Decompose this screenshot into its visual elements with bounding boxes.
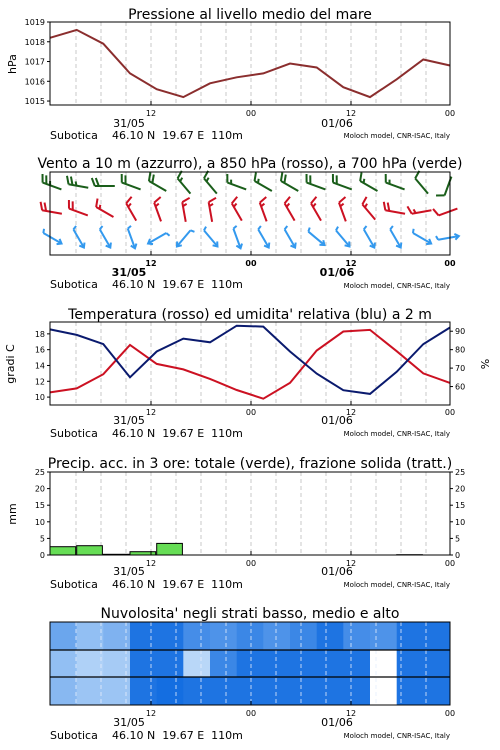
cloud-cell: [183, 622, 210, 650]
barb-half-feather: [230, 180, 233, 184]
barb-feather: [382, 202, 386, 210]
precip-y-ticks: [35, 468, 50, 560]
barb-staff: [128, 229, 135, 248]
barb-staff: [178, 230, 191, 245]
y-tick-label: 15: [34, 501, 45, 511]
wind-barb: [94, 199, 118, 217]
rh-ylabel: %: [479, 358, 492, 370]
y-tick-label: 25: [34, 468, 45, 477]
pressure-grid: [76, 22, 426, 105]
wind-barb: [66, 200, 90, 215]
temp-rh-coords: 46.10 N 19.67 E 110m: [112, 427, 243, 440]
y-tick-label: 10: [34, 393, 45, 403]
barb-staff: [149, 233, 166, 243]
x-tick-label: 00: [245, 408, 257, 417]
barb-feather: [92, 178, 95, 186]
pressure-y-ticks: [25, 18, 50, 106]
barb-half-feather: [127, 226, 131, 229]
x-tick-label: 00: [444, 109, 456, 118]
y-tick-label: 80: [455, 345, 466, 355]
y-tick-label: 0: [39, 551, 45, 560]
cloud-cell: [50, 677, 77, 705]
barb-feather: [383, 174, 389, 183]
wind-barb: [252, 173, 276, 191]
barb-half-feather: [203, 227, 207, 231]
y-tick-label: 18: [34, 329, 45, 339]
temperature-line: [50, 330, 450, 399]
wind-barb: [382, 202, 406, 214]
wind-barb: [360, 226, 377, 249]
y-tick-label: 60: [455, 382, 466, 392]
wind-barb: [39, 202, 63, 214]
wind-barb: [278, 173, 302, 191]
x-tick-label: 12: [145, 408, 157, 417]
wind-barb: [433, 201, 457, 216]
wind-panel: [37, 156, 462, 291]
barb-feather: [39, 202, 43, 210]
clouds-panel: [50, 606, 455, 742]
y-tick-label: 1017: [24, 57, 45, 67]
cloud-cell: [77, 677, 104, 705]
y-tick-label: 20: [34, 484, 45, 494]
barb-staff: [258, 229, 268, 246]
pressure-ylabel: hPa: [6, 54, 19, 74]
clouds-date-1: 31/05: [113, 716, 145, 729]
barb-feather: [304, 174, 310, 183]
temp-y-ticks: [35, 330, 50, 402]
y-tick-label: 5: [455, 534, 461, 544]
x-tick-label: 00: [444, 408, 456, 417]
cloud-cell: [423, 677, 450, 705]
wind-barb: [225, 174, 249, 189]
barb-half-feather: [362, 179, 365, 183]
cloud-cell: [50, 650, 77, 678]
barb-staff: [204, 230, 217, 245]
barb-staff: [439, 209, 458, 216]
cloud-cell: [237, 677, 264, 705]
barb-staff: [233, 229, 240, 248]
pressure-credit: Moloch model, CNR-ISAC, Italy: [343, 132, 450, 140]
wind-barb: [92, 178, 115, 186]
y-tick-label: 14: [34, 361, 45, 371]
wind-barbs: [39, 171, 459, 249]
wind-x-ticks: [145, 251, 456, 268]
barb-half-feather: [389, 226, 393, 229]
y-tick-label: 1018: [24, 37, 45, 47]
x-tick-label: 00: [444, 709, 456, 718]
wind-credit: Moloch model, CNR-ISAC, Italy: [343, 282, 450, 290]
wind-barb: [358, 173, 382, 191]
temp-rh-title: Temperatura (rosso) ed umidita' relativa (blu) a 2 m: [68, 307, 432, 323]
barb-half-feather: [166, 232, 169, 236]
precip-frame: [50, 472, 450, 555]
wind-barb: [70, 226, 87, 249]
cloud-cell: [290, 622, 317, 650]
cloud-cell: [343, 650, 370, 678]
barb-half-feather: [335, 227, 339, 231]
barb-half-feather: [190, 229, 194, 233]
cloud-cell: [423, 650, 450, 678]
barb-half-feather: [284, 226, 288, 229]
cloud-cell: [370, 650, 397, 678]
barb-staff: [285, 229, 295, 246]
x-tick-label: 12: [145, 109, 157, 118]
pressure-frame: [50, 22, 450, 105]
y-tick-label: 10: [455, 517, 466, 527]
barb-feather: [330, 174, 336, 183]
wind-barb: [230, 226, 244, 250]
wind-barb: [66, 176, 90, 188]
barb-staff: [73, 229, 83, 246]
wind-barb: [436, 232, 459, 243]
precip-title: Precip. acc. in 3 ore: totale (verde), frazione solida (tratt.): [47, 456, 453, 472]
wind-barb: [40, 174, 64, 189]
clouds-credit: Moloch model, CNR-ISAC, Italy: [343, 732, 450, 740]
barb-feather: [40, 174, 46, 183]
barb-feather: [283, 197, 291, 204]
cloud-cells: [50, 622, 451, 706]
barb-feather: [153, 197, 162, 203]
precip-date-2: 01/06: [321, 565, 353, 578]
pressure-location: Subotica: [50, 129, 98, 142]
cloud-cell: [370, 622, 397, 650]
cloud-cell: [130, 622, 157, 650]
x-tick-label: 12: [145, 259, 157, 268]
barb-feather: [338, 197, 347, 203]
cloud-cell: [210, 677, 237, 705]
temp-rh-credit: Moloch model, CNR-ISAC, Italy: [343, 430, 450, 438]
barb-staff: [390, 229, 400, 246]
wind-barb: [125, 197, 143, 221]
cloud-cell: [210, 622, 237, 650]
barb-feather: [119, 174, 125, 183]
wind-barb: [153, 197, 168, 221]
x-tick-label: 00: [444, 559, 456, 568]
wind-date-2: 01/06: [319, 266, 355, 279]
wind-barb: [182, 198, 194, 222]
wind-barb: [387, 226, 404, 249]
wind-barb: [281, 226, 298, 249]
cloud-cell: [130, 677, 157, 705]
precip-bar: [77, 546, 103, 555]
temp-rh-date-1: 31/05: [113, 414, 145, 427]
precip-panel: [6, 456, 465, 591]
x-tick-label: 12: [345, 709, 357, 718]
barb-feather: [433, 208, 439, 217]
pressure-line: [50, 30, 450, 97]
barb-staff: [308, 232, 323, 245]
cloud-cell: [263, 677, 290, 705]
cloud-cell: [157, 622, 184, 650]
precip-x-ticks: [146, 551, 455, 568]
cloud-cell: [317, 677, 344, 705]
barb-half-feather: [307, 228, 311, 232]
x-tick-label: 00: [245, 709, 257, 718]
x-tick-label: 00: [245, 559, 257, 568]
precip-grid: [76, 472, 426, 555]
barb-feather: [182, 198, 190, 202]
clouds-date-2: 01/06: [321, 716, 353, 729]
cloud-cell: [157, 650, 184, 678]
temp-rh-location: Subotica: [50, 427, 98, 440]
x-tick-label: 00: [444, 259, 456, 268]
clouds-location: Subotica: [50, 729, 98, 742]
cloud-cell: [423, 622, 450, 650]
barb-feather: [407, 206, 411, 214]
pressure-x-ticks: [146, 101, 455, 118]
wind-barb: [119, 174, 143, 189]
y-tick-label: 10: [34, 517, 45, 527]
precip-location: Subotica: [50, 578, 98, 591]
wind-barb: [147, 230, 170, 247]
rh-y-ticks: [450, 327, 465, 391]
precip-credit: Moloch model, CNR-ISAC, Italy: [343, 581, 450, 589]
cloud-cell: [290, 677, 317, 705]
temp-ylabel: gradi C: [4, 344, 17, 384]
x-tick-label: 12: [345, 559, 357, 568]
wind-barb: [333, 227, 353, 249]
temp-rh-date-2: 01/06: [321, 414, 353, 427]
wind-barb: [208, 198, 220, 222]
wind-date-1: 31/05: [111, 266, 147, 279]
barb-staff: [336, 230, 349, 245]
y-tick-label: 0: [455, 551, 461, 560]
precip-bar: [50, 547, 76, 555]
wind-barb: [259, 197, 274, 221]
x-tick-label: 12: [345, 259, 357, 268]
clouds-coords: 46.10 N 19.67 E 110m: [112, 729, 243, 742]
wind-barb: [41, 229, 64, 246]
x-tick-label: 12: [345, 408, 357, 417]
cloud-cell: [317, 622, 344, 650]
pressure-title: Pressione al livello medio del mare: [128, 7, 372, 23]
temp-rh-x-ticks: [146, 401, 455, 417]
wind-barb: [201, 227, 221, 249]
barb-half-feather: [42, 229, 45, 233]
cloud-cell: [130, 650, 157, 678]
barb-half-feather: [363, 226, 367, 229]
x-tick-label: 12: [145, 559, 157, 568]
precip-coords: 46.10 N 19.67 E 110m: [112, 578, 243, 591]
barb-feather: [310, 197, 318, 204]
y-tick-label: 5: [39, 534, 45, 544]
barb-half-feather: [257, 226, 261, 229]
barb-feather: [225, 174, 231, 183]
y-tick-label: 1016: [24, 77, 45, 87]
y-tick-label: 15: [455, 501, 466, 511]
barb-staff: [364, 229, 374, 246]
wind-location: Subotica: [50, 278, 98, 291]
barb-staff: [413, 233, 430, 243]
precip-date-1: 31/05: [113, 565, 145, 578]
pressure-panel: [6, 7, 455, 142]
temp-rh-frame: [50, 322, 450, 405]
temp-rh-grid: [76, 322, 426, 405]
humidity-line: [50, 326, 450, 394]
x-tick-label: 12: [145, 709, 157, 718]
barb-feather: [230, 197, 238, 204]
precip-ylabel: mm: [6, 503, 19, 525]
wind-barb: [175, 227, 195, 249]
x-tick-label: 00: [245, 259, 257, 268]
barb-half-feather: [257, 179, 260, 183]
wind-barb: [310, 197, 328, 221]
wind-barb: [176, 171, 197, 194]
y-tick-label: 1019: [24, 18, 45, 27]
barb-staff: [43, 233, 60, 243]
barb-half-feather: [436, 236, 438, 240]
y-tick-label: 1015: [24, 97, 45, 107]
y-tick-label: 20: [455, 484, 466, 494]
cloud-cell: [263, 622, 290, 650]
barb-feather: [259, 197, 268, 203]
wind-barb: [360, 197, 381, 220]
pressure-date-2: 01/06: [321, 117, 353, 130]
barb-feather: [360, 197, 368, 204]
x-tick-label: 12: [345, 109, 357, 118]
cloud-cell: [237, 650, 264, 678]
precip-y-ticks-right: [450, 468, 465, 560]
y-tick-label: 16: [34, 345, 45, 355]
barb-feather: [208, 198, 216, 202]
y-tick-label: 25: [455, 468, 466, 477]
y-tick-label: 12: [34, 377, 45, 387]
cloud-cell: [290, 650, 317, 678]
wind-barb: [96, 226, 113, 249]
precip-bar: [157, 543, 183, 555]
cloud-cell: [343, 622, 370, 650]
wind-barb: [146, 173, 170, 191]
cloud-cell: [237, 622, 264, 650]
barb-feather: [436, 193, 445, 199]
cloud-cell: [370, 677, 397, 705]
y-tick-label: 70: [455, 364, 466, 374]
wind-barb: [304, 174, 328, 189]
barb-half-feather: [388, 180, 391, 184]
barb-feather: [96, 178, 99, 186]
barb-half-feather: [233, 226, 237, 229]
barb-feather: [66, 176, 70, 184]
pressure-date-1: 31/05: [113, 117, 145, 130]
precip-bars: [50, 543, 422, 555]
cloud-cell: [157, 677, 184, 705]
wind-barb: [124, 226, 138, 250]
cloud-cell: [210, 650, 237, 678]
cloud-cell: [77, 622, 104, 650]
wind-barb: [407, 202, 431, 214]
wind-barb: [283, 197, 301, 221]
barb-feather: [66, 200, 72, 209]
clouds-title: Nuvolosita' negli strati basso, medio e alto: [100, 606, 400, 622]
wind-coords: 46.10 N 19.67 E 110m: [112, 278, 243, 291]
x-tick-label: 00: [245, 109, 257, 118]
wind-barb: [413, 171, 434, 194]
cloud-cell: [183, 650, 210, 678]
barb-half-feather: [99, 226, 103, 229]
cloud-cell: [50, 622, 77, 650]
temp-rh-panel: [4, 307, 492, 440]
cloud-cell: [77, 650, 104, 678]
barb-half-feather: [412, 229, 415, 233]
y-tick-label: 90: [455, 327, 466, 337]
cloud-cell: [343, 677, 370, 705]
wind-barb: [202, 171, 223, 194]
cloud-cell: [263, 650, 290, 678]
wind-barb: [230, 197, 248, 221]
wind-title: Vento a 10 m (azzurro), a 850 hPa (rosso), a 700 hPa (verde): [37, 156, 463, 172]
wind-barb: [305, 228, 327, 248]
pressure-coords: 46.10 N 19.67 E 110m: [112, 129, 243, 142]
cloud-cell: [317, 650, 344, 678]
cloud-cell: [183, 677, 210, 705]
wind-barb: [383, 174, 407, 189]
wind-barb: [255, 226, 272, 249]
wind-barb: [436, 174, 451, 198]
wind-barb: [410, 229, 433, 246]
